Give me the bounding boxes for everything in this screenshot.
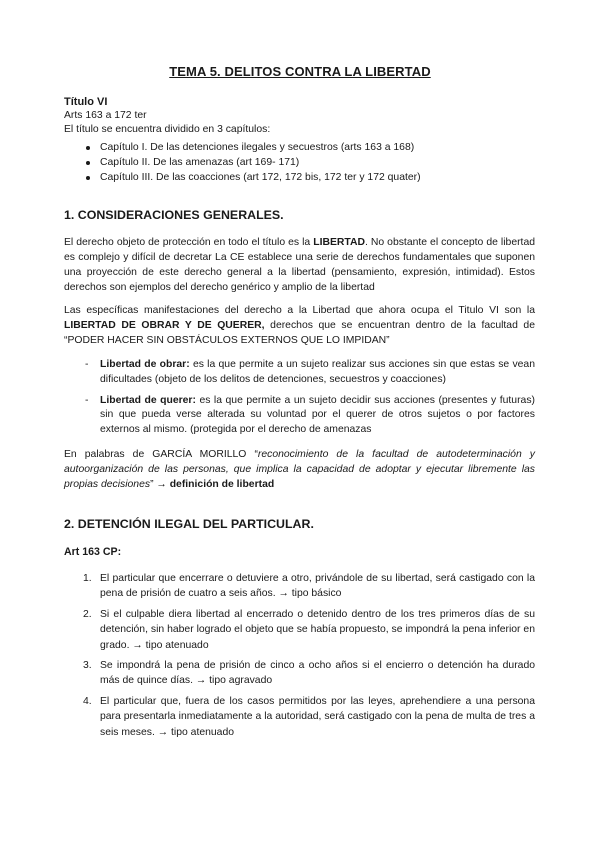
item-number: 2. [83,608,92,620]
term-label: Libertad de obrar: [100,359,190,370]
list-item [64,658,535,689]
libertad-list [64,358,535,444]
text-run: Las específicas manifestaciones del derecho a la Libertad que ahora ocupa el Titulo VI son la [64,305,535,316]
text-run: derechos que se encuentran dentro de la facultad de “PODER HACER SIN OBSTÁCULOS EXTERNOS QUE LO IMPIDAN” [64,320,535,346]
document-title: TEMA 5. DELITOS CONTRA LA LIBERTAD [169,64,431,79]
paragraph-objeto [64,235,535,295]
paragraph-manifestaciones [64,303,535,348]
text-run: ” → [150,479,170,490]
term-text: es la que permite a un sujeto realizar sus acciones sin que estas se vean dificultades (objeto de los delitos de detenciones, secuestros y coacciones) [100,359,535,385]
article-label: Art 163 CP: [64,546,122,558]
chapter-item: Capítulo III. De las coacciones (art 172, 172 bis, 172 ter y 172 quater) [64,170,544,185]
item-text: Si el culpable diera libertad al encerrado o detenido dentro de los tres primeros días de su detención, sin haber logrado el objeto que se había propuesto, se impondrá la pena inferior en grado. → tipo atenuado [100,608,535,651]
quote-italic: reconocimiento de la facultad de autodeterminación y autoorganización de las personas, que implica la capacidad de adoptar y ejecutar libremente las propias decisiones [64,449,535,490]
chapter-item: Capítulo II. De las amenazas (art 169- 171) [64,155,544,170]
intro-block [64,95,544,186]
list-item [64,571,535,602]
item-text: Se impondrá la pena de prisión de cinco a ocho años si el encierro o detención ha durado más de quince días. → tipo agravado [100,660,535,687]
text-run-bold: definición de libertad [169,479,275,490]
titulo-label: Título VI [64,96,108,108]
text-run-bold: LIBERTAD [313,237,365,248]
chapter-item: Capítulo I. De las detenciones ilegales y secuestros (arts 163 a 168) [64,140,544,155]
divided-text: El título se encuentra dividido en 3 capítulos: [64,124,271,135]
list-item-libertad-obrar [64,358,535,388]
text-run: En palabras de GARCÍA MORILLO “ [64,449,258,460]
chapter-list [64,140,544,186]
section-heading-detencion: 2. DETENCIÓN ILEGAL DEL PARTICULAR. [64,517,314,531]
item-number: 1. [83,573,92,584]
paragraph-garcia-morillo [64,447,535,492]
list-item [64,694,535,740]
term-text: es la que permite a un sujeto decidir sus acciones (presentes y futuras) sin que pueda verse alterada su voluntad por el querer de otros sujetos o por factores externos al mismo. (protegida por el derecho de amenazas [100,394,535,436]
item-text: El particular que encerrare o detuviere a otro, privándole de su libertad, será castigado con la pena de prisión de cuatro a seis años. → tipo básico [100,573,535,600]
item-number: 3. [83,660,92,672]
text-run: El derecho objeto de protección en todo el título es la [64,237,314,248]
text-run: . No obstante el concepto de libertad es complejo y difícil de decretar La CE establece una serie de derechos fundamentales que suponen una proyección de este derecho general a la libertad (pensamiento, expresión, intimidad). Estos derechos son ejemplos del derecho genérico y amplio de la libertad [64,237,535,293]
item-number: 4. [83,695,92,707]
item-text: El particular que, fuera de los casos permitidos por las leyes, aprehendiere a una persona para presentarla inmediatamente a la autoridad, será castigado con la pena de multa de tres a seis meses. → tipo atenuado [100,695,535,738]
text-run-bold: LIBERTAD DE OBRAR Y DE QUERER, [64,320,265,331]
article-items-list [64,571,535,745]
arts-range: Arts 163 a 172 ter [64,110,147,121]
term-label: Libertad de querer: [100,394,196,406]
section-heading-consideraciones: 1. CONSIDERACIONES GENERALES. [64,208,284,222]
list-item [64,607,535,653]
list-item-libertad-querer [64,394,535,438]
